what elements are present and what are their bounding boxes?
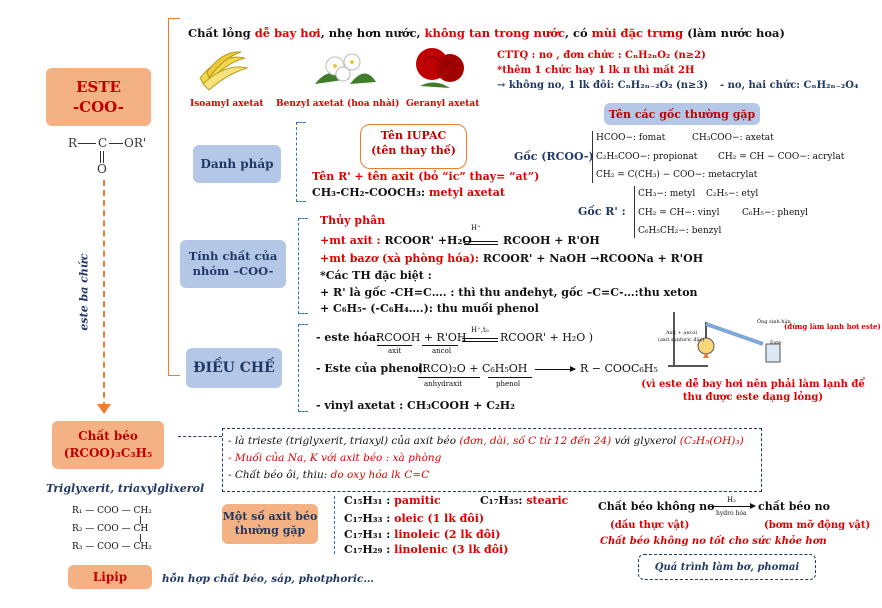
este-title: ESTE [76, 78, 121, 96]
acid-item: CH₂ = C(CH₃) − COO−: metacrylat [596, 170, 758, 180]
intro-text: Chất lỏng dễ bay hơi, nhẹ hơn nước, không tan trong nước, có mùi đặc trưng (làm nước hoa) [188, 26, 785, 40]
cttq-line2: *thêm 1 chức hay 1 lk π thì mất 2H [497, 65, 695, 76]
hyd-left: Chất béo không no [598, 500, 715, 513]
este-hoa-cond: H⁺,t₀ [471, 326, 489, 334]
jasmine-image [310, 44, 380, 96]
mt-bazo: +mt bazơ (xà phòng hóa): RCOOR' + NaOH →RCOONa + R'OH [320, 252, 704, 265]
apparatus-label: (đừng làm lạnh hơi este) [784, 322, 881, 331]
app-small2: (axit sunfuric đặc) [658, 337, 705, 343]
r-item: CH₃−: metyl [638, 189, 696, 199]
lipip-box: Lipip [68, 565, 152, 589]
rose-image [410, 42, 472, 94]
chat-beo-sub: Triglyxerit, triaxylglixerol [46, 482, 205, 495]
este-box [46, 68, 151, 126]
hyd-h2: H₂ [727, 496, 736, 504]
formula-r: R [68, 136, 78, 150]
lipip-desc: hỗn hợp chất béo, sáp, photphoric… [162, 573, 374, 585]
desc-line3: - Chất béo ôi, thiu: do oxy hóa lk C=C [228, 469, 430, 481]
desc-line1: - là trieste (triglyxerit, triaxyl) của axit béo (đơn, dài, số C từ 12 đến 24) với glyxerol (C₃H₅(OH)₃) [228, 435, 744, 447]
este-hoa-label: - este hóa: [316, 331, 381, 344]
banana-caption: Isoamyl axetat [190, 99, 264, 109]
hyd-right: chất béo no [758, 500, 830, 513]
mt-axit: +mt axit : RCOOR' +H₂O [320, 234, 472, 247]
process-box: Quá trình làm bơ, phomai [638, 554, 816, 580]
app-small3: Ống sinh hàn [757, 319, 791, 325]
axit-item: C₁₅H₃₁ : pamitic [344, 494, 441, 507]
axit-item: C₁₇H₂₉ : linolenic (3 lk đôi) [344, 543, 509, 556]
acid-item: HCOO−: fomat [596, 133, 666, 143]
desc-line2: - Muối của Na, K với axit béo : xà phòng [228, 452, 442, 464]
formula-o: O [97, 162, 107, 176]
este-coo: -COO- [72, 98, 125, 116]
apparatus-note: (vì este dễ bay hơi nên phải làm lạnh để thu được este dạng lỏng) [641, 379, 865, 403]
dieu-che-box: ĐIỀU CHẾ [186, 348, 282, 388]
thuy-phan: Thủy phân [320, 214, 386, 227]
axit-item: C₁₇H₃₃ : oleic (1 lk đôi) [344, 512, 485, 525]
r-item: C₆H₅CH₂−: benzyl [638, 226, 722, 236]
formula-or: OR' [124, 136, 147, 150]
axit-product: RCOOH + R'OH [503, 234, 600, 247]
phenol-ph: phenol [496, 380, 521, 388]
rose-caption: Geranyl axetat [406, 99, 480, 109]
tinh-chat-box: Tính chất của nhóm –COO- [180, 240, 286, 288]
este-to-chatbeo-arrow [103, 180, 105, 408]
goc-r-label: Gốc R' : [578, 205, 626, 218]
cttq-line1: CTTQ : no , đơn chức : CₙH₂ₙO₂ (n≥2) [497, 50, 706, 61]
phenol-product: R − COOC₆H₅ [580, 362, 658, 375]
case2: + C₆H₅- (-C₆H₄….): thu muối phenol [320, 302, 539, 315]
cttq-line3: → không no, 1 lk đôi: CₙH₂ₙ₋₂O₂ (n≥3) [497, 80, 709, 91]
hyd-c: (dầu thực vật) [610, 520, 690, 531]
hyd-note: Chất béo không no tốt cho sức khỏe hơn [600, 536, 827, 547]
vinyl-axetat: - vinyl axetat : CH₃COOH + C₂H₂ [316, 399, 515, 412]
este-hoa-reactants: RCOOH + R'OH [376, 331, 467, 344]
axit-beo-box: Một số axit béo thường gặp [222, 504, 318, 544]
acid-item: CH₂ = CH − COO−: acrylat [718, 152, 845, 162]
acid-item: C₂H₅COO−: propionat [596, 152, 698, 162]
este-formula [62, 134, 162, 178]
app-small1: Axit + ancol [666, 330, 698, 336]
axit-cond: H⁺ [471, 224, 481, 232]
este-hoa-products: RCOOR' + H₂O ) [500, 331, 594, 344]
cttq-line4: - no, hai chức: CₙH₂ₙ₋₂O₄ [720, 80, 859, 91]
r-item: C₂H₅−: etyl [706, 189, 759, 199]
danh-phap-box: Danh pháp [193, 145, 281, 183]
axit-item: C₁₇H₃₁ : linoleic (2 lk đôi) [344, 528, 501, 541]
danh-phap-rule: Tên R' + tên axit (bỏ “ic” thay= “at”) [312, 170, 540, 183]
r-item: CH₂ = CH−: vinyl [638, 208, 720, 218]
danh-phap-example: CH₃-CH₂-COOCH₃: metyl axetat [312, 186, 505, 199]
axit-item: C₁₇H₃₅: stearic [480, 494, 569, 507]
dac-biet: *Các TH đặc biệt : [320, 269, 432, 282]
struct-line: R₂ — COO — CH [72, 524, 149, 534]
hyd-cond: hydro hóa [716, 510, 747, 517]
phenol-anh: anhydraxit [424, 380, 463, 388]
jasmine-caption: Benzyl axetat (hoa nhài) [276, 99, 400, 109]
hyd-d: (bơm mỡ động vật) [764, 520, 871, 531]
struct-line: R₃ — COO — CH₂ [72, 542, 152, 552]
goc-header: Tên các gốc thường gặp [604, 103, 760, 125]
este-hoa-axit: axit [388, 347, 402, 355]
chat-beo-box: Chất béo (RCOO)₃C₃H₅ [52, 421, 164, 469]
phenol-reactants: (RCO)₂O + C₆H₅OH [418, 362, 528, 375]
arrow-head [97, 404, 111, 414]
r-item: C₆H₅−: phenyl [742, 208, 809, 218]
goc-acid-label: Gốc (RCOO-) [514, 150, 594, 163]
case1: + R' là gốc -CH=C…. : thì thu anđehyt, gốc –C=C-…:thu xeton [320, 286, 698, 299]
phenol-label: - Este của phenol: [316, 362, 427, 375]
formula-c: C [98, 136, 108, 150]
app-small4: Este [770, 340, 782, 346]
equilibrium-arrow [464, 241, 498, 242]
banana-image [195, 48, 250, 93]
arrow-label: este ba chức [77, 253, 91, 331]
este-hoa-ancol: ancol [432, 347, 452, 355]
iupac-box: Tên IUPAC (tên thay thế) [360, 124, 467, 169]
struct-line: R₁ — COO — CH₂ [72, 506, 152, 516]
acid-item: CH₃COO−: axetat [692, 133, 774, 143]
